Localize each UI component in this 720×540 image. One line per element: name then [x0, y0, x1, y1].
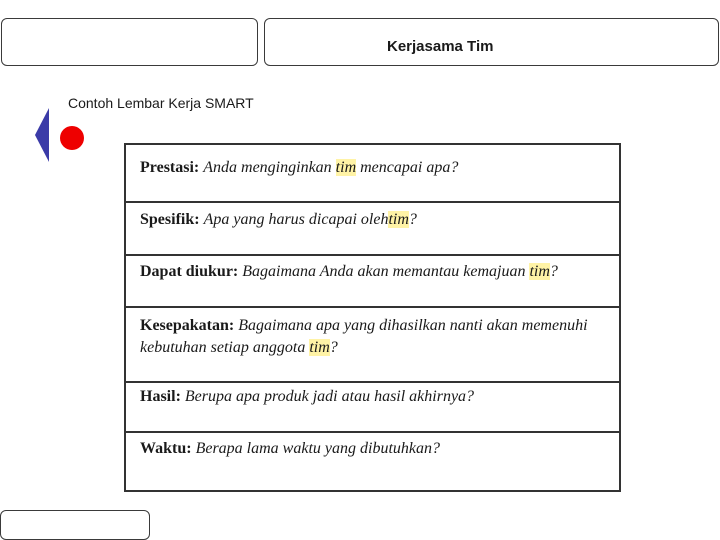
- row-label: Dapat diukur:: [140, 263, 239, 280]
- highlighted-word: tim: [529, 263, 550, 280]
- worksheet-row-kesepakatan: [126, 308, 619, 383]
- row-question-end: ?: [329, 339, 338, 356]
- row-question-end: ?: [549, 263, 558, 280]
- row-question-end: mencapai apa?: [360, 159, 459, 176]
- row-question: Anda menginginkan: [203, 159, 332, 176]
- row-question: Bagaimana apa yang dihasilkan nanti akan memenuhi kebutuhan setiap anggota: [140, 317, 588, 356]
- row-question: Berapa lama waktu yang dibutuhkan?: [195, 440, 440, 457]
- worksheet-row-prestasi: [126, 145, 619, 203]
- header-title-panel: [264, 18, 719, 66]
- highlighted-word: tim: [388, 211, 409, 228]
- highlighted-word: tim: [309, 339, 330, 356]
- footer-panel: [0, 510, 150, 540]
- row-question: Berupa apa produk jadi atau hasil akhirnya?: [184, 388, 475, 405]
- worksheet-row-waktu: [126, 433, 619, 492]
- highlighted-word: tim: [335, 159, 357, 176]
- page-title: Kerjasama Tim: [387, 38, 494, 55]
- row-question: Apa yang harus dicapai oleh: [203, 211, 389, 228]
- row-label: Prestasi:: [140, 159, 200, 176]
- row-question: Bagaimana Anda akan memantau kemajuan: [242, 263, 526, 280]
- worksheet-row-dapat-diukur: [126, 256, 619, 308]
- row-label: Spesifik:: [140, 211, 200, 228]
- smart-worksheet: [124, 143, 621, 492]
- bullet-arrow-icon: [35, 108, 87, 164]
- worksheet-row-hasil: [126, 383, 619, 433]
- slide-subtitle: Contoh Lembar Kerja SMART: [68, 95, 254, 111]
- row-label: Hasil:: [140, 388, 181, 405]
- row-label: Waktu:: [140, 440, 192, 457]
- row-question-end: ?: [408, 211, 417, 228]
- worksheet-row-spesifik: [126, 203, 619, 256]
- header-left-panel: [1, 18, 258, 66]
- row-label: Kesepakatan:: [140, 317, 235, 334]
